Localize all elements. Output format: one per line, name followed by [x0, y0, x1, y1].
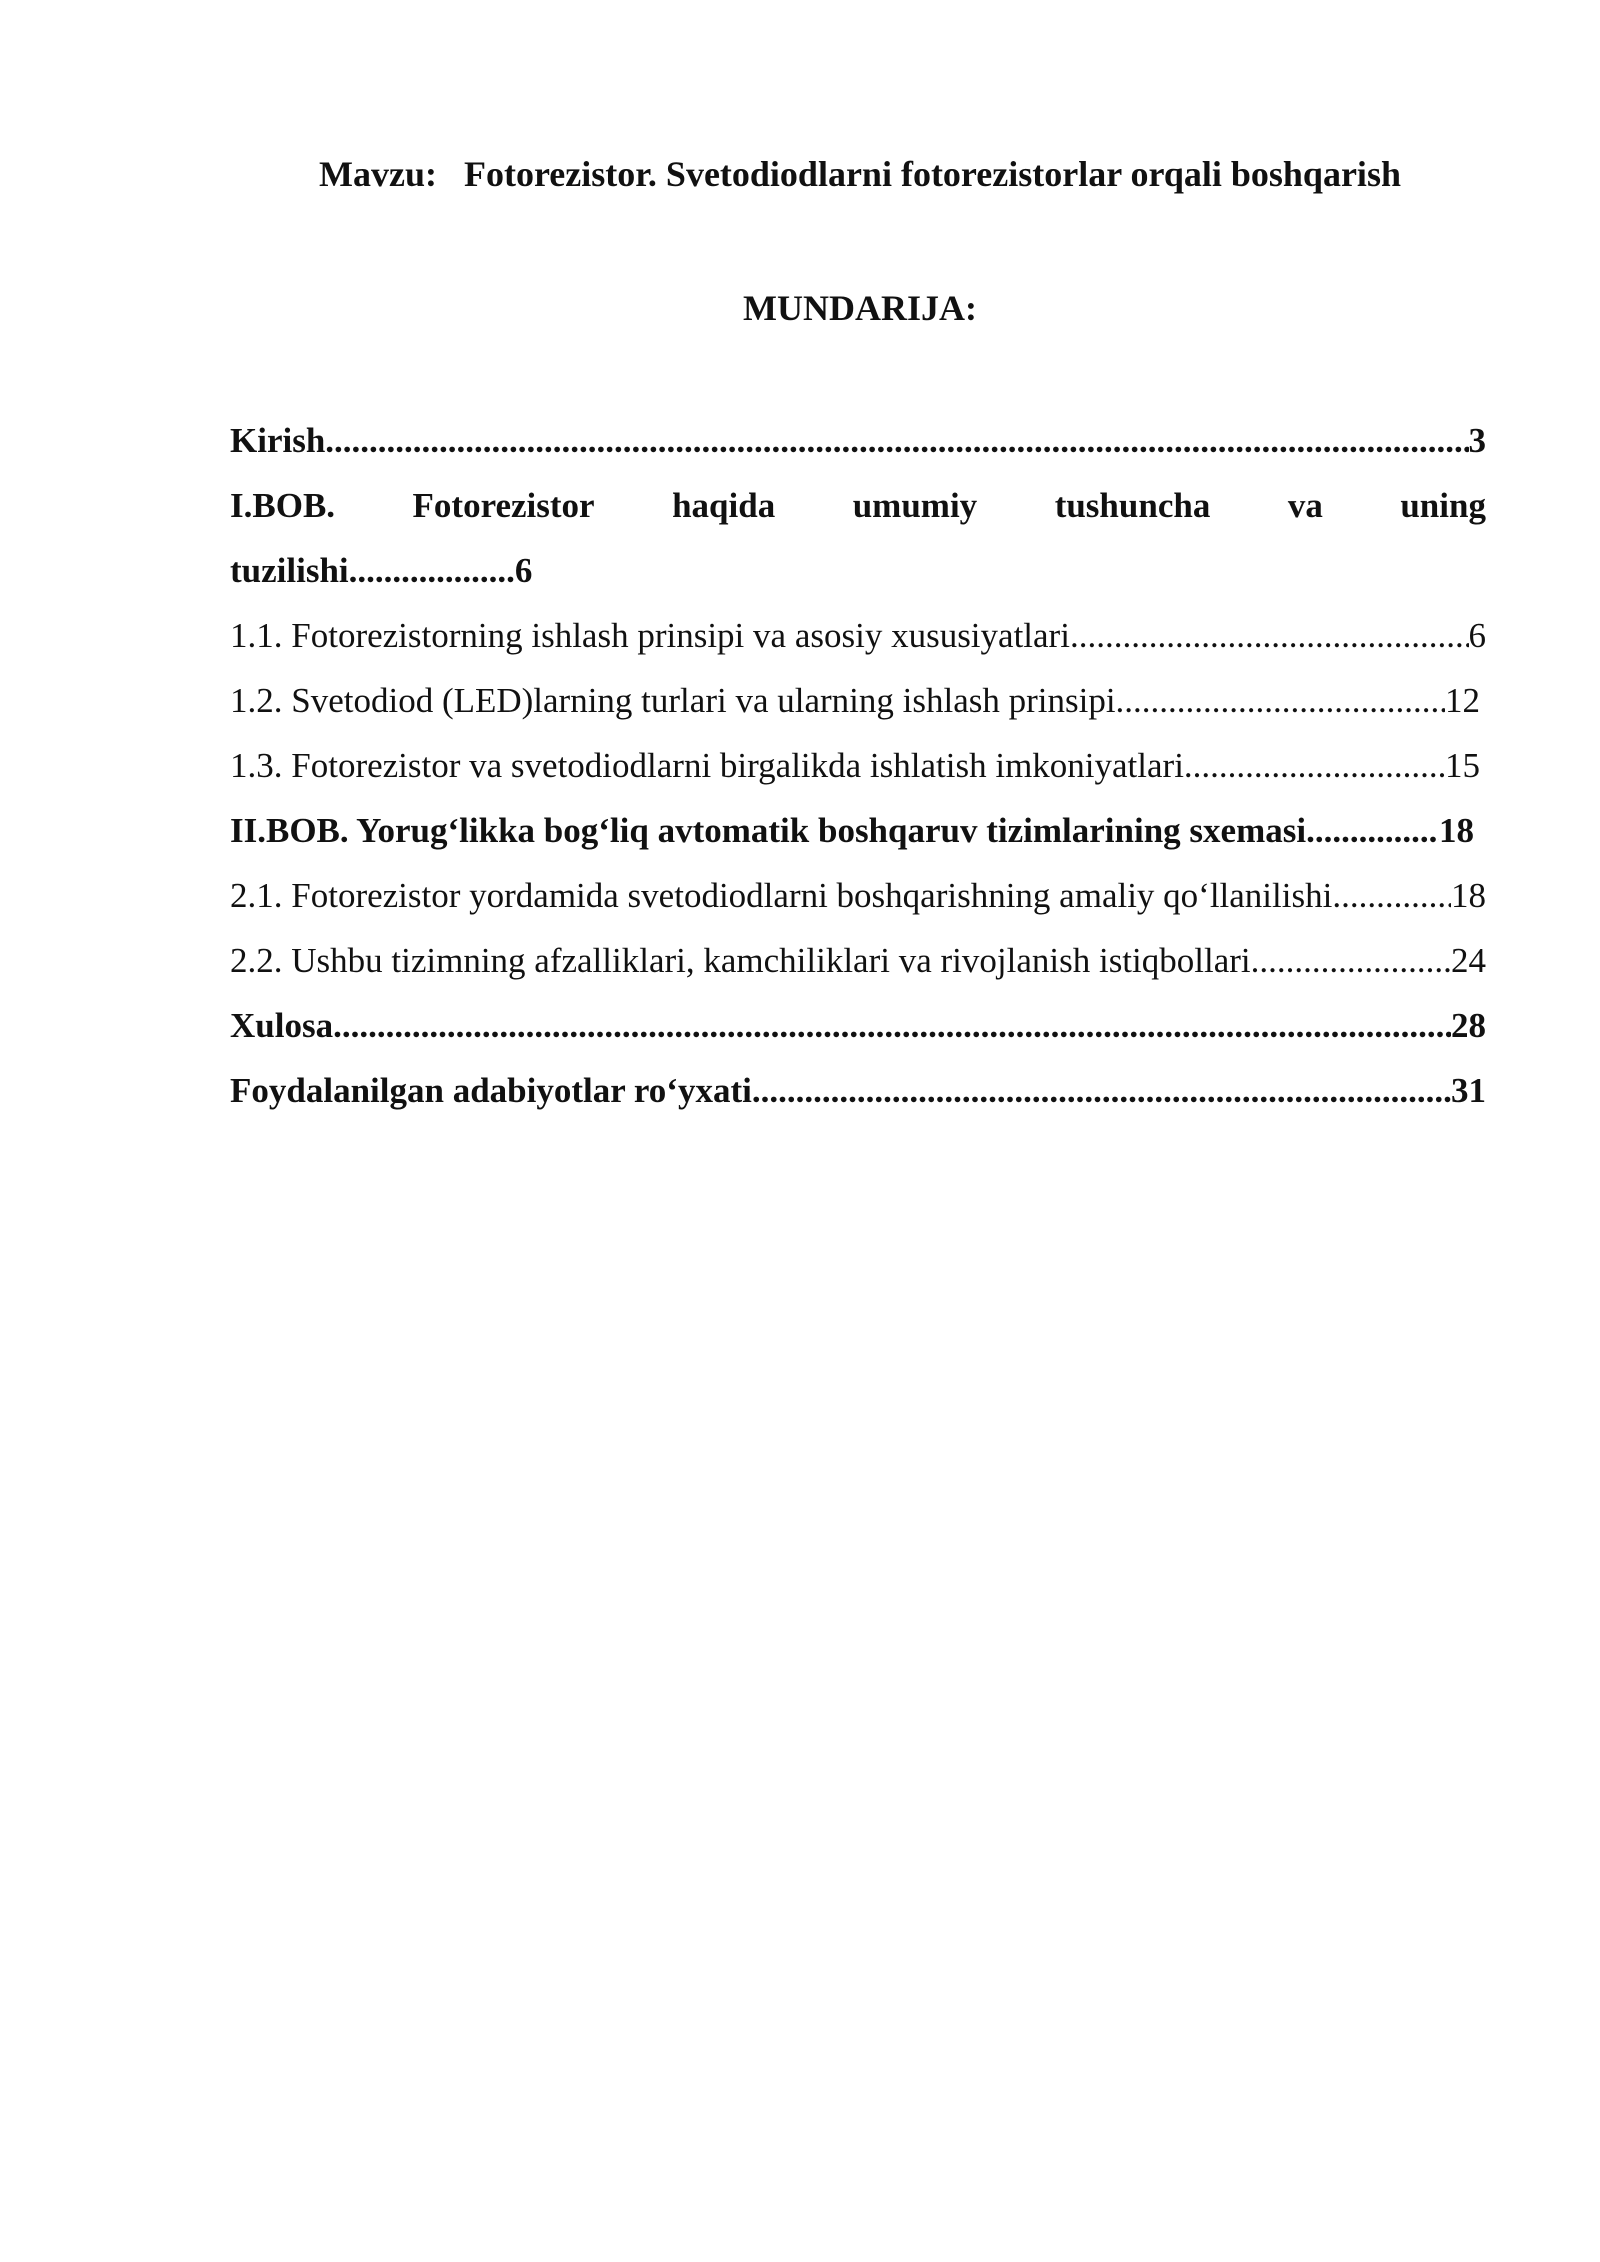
toc-entry-bob1[interactable]: [230, 473, 1486, 538]
toc-entry-page: 3: [1468, 421, 1486, 460]
topic-title: Fotorezistor. Svetodiodlarni fotorezistorlar orqali boshqarish: [463, 154, 1401, 194]
toc-leader-dots: ...................: [348, 551, 515, 590]
toc-entry-title: 2.1. Fotorezistor yordamida svetodiodlarni boshqarishning amaliy qo‘llanilishi: [230, 876, 1333, 915]
toc-entry-1-1[interactable]: [230, 603, 1486, 668]
toc-bob1-word: haqida: [672, 486, 776, 525]
toc-entry-adabiyotlar[interactable]: [230, 1058, 1486, 1123]
toc-bob1-word: umumiy: [852, 486, 978, 525]
topic-line: [0, 148, 1600, 200]
toc-entry-title: Xulosa: [230, 1006, 334, 1045]
toc-bob1-word: uning: [1400, 486, 1486, 525]
toc-entry-page: 18: [1439, 811, 1474, 850]
toc-entry-title: 2.2. Ushbu tizimning afzalliklari, kamchiliklari va rivojlanish istiqbollari: [230, 941, 1251, 980]
toc-entry-1-3[interactable]: [230, 733, 1486, 798]
toc-entry-page: 31: [1451, 1071, 1486, 1110]
toc-bob1-word: Fotorezistor: [412, 486, 595, 525]
toc-entry-title: 1.1. Fotorezistorning ishlash prinsipi va asosiy xususiyatlari: [230, 616, 1070, 655]
toc-entry-2-1[interactable]: [230, 863, 1486, 928]
toc-entry-page: 15: [1445, 746, 1480, 785]
toc-entry-page: 28: [1451, 1006, 1486, 1045]
toc-entry-title: Kirish: [230, 421, 326, 460]
contents-heading: MUNDARIJA:: [743, 288, 977, 328]
toc-entry-kirish[interactable]: [230, 408, 1486, 473]
toc-entry-bob2[interactable]: [230, 798, 1486, 863]
toc-entry-title: Foydalanilgan adabiyotlar ro‘yxati: [230, 1071, 752, 1110]
toc-leader-dots: [1306, 798, 1439, 863]
toc-entry-xulosa[interactable]: [230, 993, 1486, 1058]
toc-entry-title: II.BOB. Yorug‘likka bog‘liq avtomatik boshqaruv tizimlarining sxemasi: [230, 811, 1307, 850]
toc-entry-2-2[interactable]: [230, 928, 1486, 993]
toc-bob1-word: tushuncha: [1054, 486, 1211, 525]
toc-leader-dots: [1116, 668, 1445, 733]
toc-entry-title: 1.2. Svetodiod (LED)larning turlari va ularning ishlash prinsipi: [230, 681, 1116, 720]
table-of-contents: [230, 408, 1486, 1123]
toc-entry-page: 12: [1445, 681, 1480, 720]
toc-entry-page: 18: [1451, 876, 1486, 915]
toc-entry-title: 1.3. Fotorezistor va svetodiodlarni birgalikda ishlatish imkoniyatlari: [230, 746, 1184, 785]
toc-bob1-word: va: [1287, 486, 1323, 525]
toc-leader-dots: [1332, 863, 1451, 928]
toc-entry-page: 6: [1468, 616, 1486, 655]
toc-leader-dots: [1184, 733, 1445, 798]
toc-entry-1-2[interactable]: [230, 668, 1486, 733]
toc-bob1-word: I.BOB.: [230, 486, 336, 525]
toc-leader-dots: [1070, 603, 1469, 668]
toc-leader-dots: [333, 993, 1451, 1058]
toc-entry-page: 6: [514, 551, 533, 590]
toc-leader-dots: [325, 408, 1468, 473]
toc-leader-dots: [752, 1058, 1451, 1123]
toc-entry-title: tuzilishi: [230, 551, 349, 590]
topic-label: Mavzu:: [319, 154, 437, 194]
toc-entry-bob1-continued[interactable]: [230, 538, 1486, 603]
toc-leader-dots: [1251, 928, 1451, 993]
toc-entry-page: 24: [1451, 941, 1486, 980]
